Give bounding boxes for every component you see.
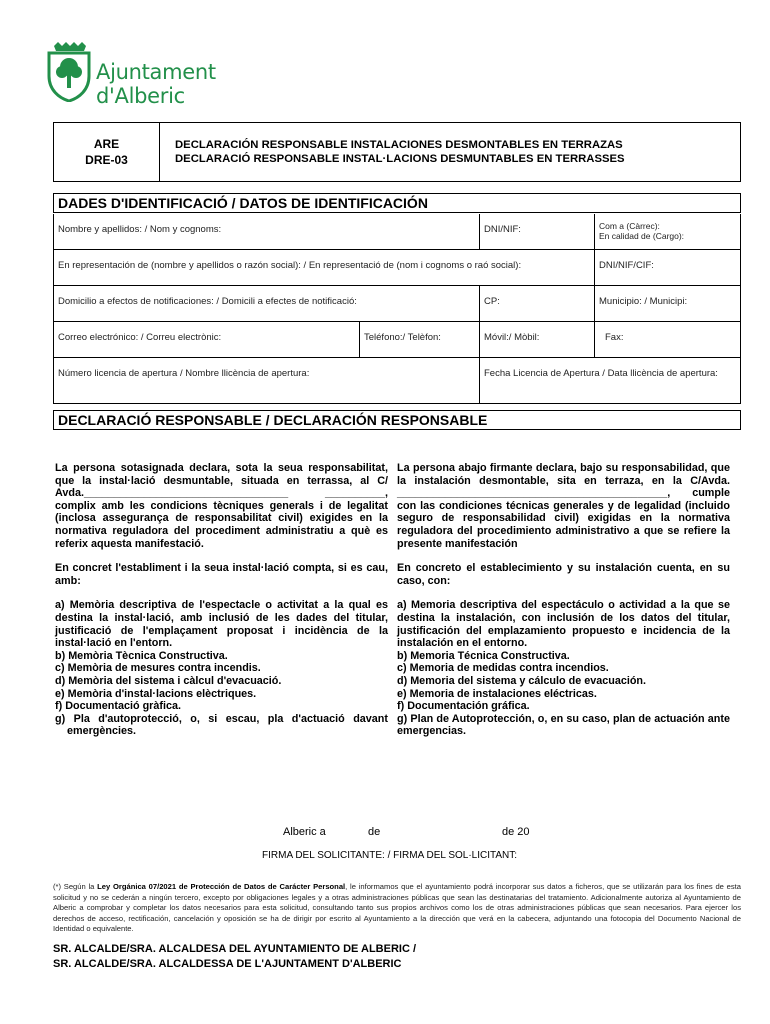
docs-es-intro: En concreto el establecimiento y su instalación cuenta, en su caso, con:	[397, 562, 730, 587]
addressee-line1: SR. ALCALDE/SRA. ALCALDESA DEL AYUNTAMIENTO DE ALBERIC /	[53, 943, 417, 955]
list-item: e) Memòria d'instal·lacions elèctriques.	[55, 687, 257, 700]
list-item: g) Plan de Autoprotección, o, en su caso, plan de actuación ante emergencias.	[397, 712, 730, 738]
org-name: Ajuntament d'Alberic	[96, 60, 216, 108]
coat-of-arms-icon	[46, 42, 92, 102]
list-item: b) Memoria Técnica Constructiva.	[397, 649, 570, 662]
list-item: d) Memoria del sistema y cálculo de evacuación.	[397, 674, 647, 687]
license-number-label: Número licencia de apertura / Nombre llicència de apertura:	[58, 368, 310, 379]
identification-table	[53, 214, 741, 404]
cp-field[interactable]	[479, 286, 594, 321]
declaration-es-intro: La persona abajo firmante declara, bajo su responsabilidad, que la instalación desmontable, sita en terraza, en la C/Avda. _____________________________________________, cumple con las condiciones técnicas generales y de legalidad (incluido seguro de responsabilidad civil) exigidas en la normativa reguladora del procedimiento administrativo a que se refiere la presente manifestación	[397, 462, 730, 550]
form-code-line2: DRE-03	[85, 153, 128, 167]
list-item: c) Memoria de medidas contra incendios.	[397, 662, 609, 675]
dni-label: DNI/NIF:	[484, 224, 521, 235]
signature-label: FIRMA DEL SOLICITANTE: / FIRMA DEL SOL·LICITANT:	[262, 850, 518, 861]
mobile-field[interactable]	[479, 322, 594, 357]
addressee	[53, 942, 416, 972]
declaration-heading: DECLARACIÓ RESPONSABLE / DECLARACIÓN RESPONSABLE	[53, 410, 741, 430]
role-label-ca: Com a (Càrrec):	[599, 221, 660, 231]
form-code	[54, 123, 160, 181]
email-label: Correo electrónico: / Correu electrònic:	[58, 332, 222, 343]
phone-label: Teléfono:/ Telèfon:	[364, 332, 441, 343]
fax-field[interactable]	[594, 322, 740, 357]
license-date-label: Fecha Licencia de Apertura / Data llicència de apertura:	[484, 368, 718, 379]
mobile-label: Móvil:/ Mòbil:	[484, 332, 540, 343]
declaration-es-column	[397, 462, 730, 738]
list-item: b) Memòria Tècnica Constructiva.	[55, 649, 228, 662]
list-item: d) Memòria del sistema i càlcul d'evacuació.	[55, 674, 282, 687]
signature-place: Alberic a	[283, 826, 326, 838]
license-date-field[interactable]	[479, 358, 740, 403]
docs-ca-intro: En concret l'establiment i la seua instal·lació compta, si es cau, amb:	[55, 562, 388, 587]
legal-prefix: (*) Según la	[53, 882, 98, 891]
declaration-ca-intro: La persona sotasignada declara, sota la seua responsabilitat, que la instal·lació desmuntable, situada en terrassa, al C/ Avda.__________________________________ __________, complix amb les condicions tècniques generals i de legalitat (inclosa assegurança de responsabilitat civil) exigides en la normativa reguladora del procediment administratiu a què es referix aquesta manifestació.	[55, 462, 388, 550]
table-row	[54, 250, 740, 286]
name-label: Nombre y apellidos: / Nom y cognoms:	[58, 224, 222, 235]
name-field[interactable]	[54, 214, 479, 249]
legal-law: Ley Orgánica 07/2021 de Protección de Datos de Carácter Personal	[97, 882, 346, 891]
identification-heading: DADES D'IDENTIFICACIÓ / DATOS DE IDENTIFICACIÓN	[53, 193, 741, 213]
cp-label: CP:	[484, 296, 500, 307]
signature-day-de: de	[368, 826, 381, 838]
license-number-field[interactable]	[54, 358, 479, 403]
table-row	[54, 322, 740, 358]
representation-label: En representación de (nombre y apellidos o razón social): / En representació de (nom i cognoms o raó social):	[58, 260, 522, 271]
cif-label: DNI/NIF/CIF:	[599, 260, 654, 271]
list-item: f) Documentación gráfica.	[397, 700, 530, 713]
form-title-es: DECLARACIÓN RESPONSABLE INSTALACIONES DESMONTABLES EN TERRAZAS	[175, 139, 623, 151]
addressee-line2: SR. ALCALDE/SRA. ALCALDESSA DE L'AJUNTAMENT D'ALBERIC	[53, 958, 402, 970]
representation-field[interactable]	[54, 250, 594, 285]
role-field[interactable]	[594, 214, 740, 249]
municipality-label: Municipio: / Municipi:	[599, 296, 688, 307]
list-item: a) Memoria descriptiva del espectáculo o actividad a la que se destina la instalación, con inclusión de los datos del titular, justificación del emplazamiento propuesto e incidencia de la instalación en el entorno.	[397, 599, 730, 650]
municipality-field[interactable]	[594, 286, 740, 321]
role-label-es: En calidad de (Cargo):	[599, 231, 685, 241]
table-row	[54, 214, 740, 250]
email-field[interactable]	[54, 322, 359, 357]
list-item: f) Documentació gràfica.	[55, 700, 181, 713]
list-item: g) Pla d'autoprotecció, o, si escau, pla d'actuació davant emergències.	[55, 712, 388, 738]
form-code-table	[53, 122, 741, 182]
form-title	[160, 123, 740, 181]
dni-field[interactable]	[479, 214, 594, 249]
list-item: c) Memòria de mesures contra incendis.	[55, 662, 261, 675]
signature-year: de 20	[502, 826, 530, 838]
list-item: a) Memòria descriptiva de l'espectacle o activitat a la qual es destina la instal·lació, amb inclusió de les dades del titular, justificació de l'emplaçament proposat i incidència de la instal·lació en l'entorn.	[55, 599, 388, 650]
data-protection-notice	[53, 882, 741, 935]
logo	[46, 42, 286, 108]
table-row	[54, 358, 740, 403]
cif-field[interactable]	[594, 250, 740, 285]
domicile-field[interactable]	[54, 286, 479, 321]
fax-label: Fax:	[605, 332, 624, 343]
legal-text: , le informamos que el ayuntamiento podrá incorporar sus datos a ficheros, que se utilizarán para los fines de esta solicitud y no se cederán a ningún tercero, excepto por obligaciones legales y a otras administraciones públicas que sean las destinatarias del tratamiento. Adicionalmente autoriza al Ayuntamiento de Alberic a comprobar y completar los datos necesarios para esta solicitud, consultando tanto sus propios archivos como los de otras administraciones públicas que sean necesarios. Para ejercer los derechos de acceso, rectificación, cancelación y oposición se ha de dirigir por escrito al Ayuntamiento a la dirección que verá en la cabecera, adjuntando una fotocopia del Documento Nacional de Identidad o equivalente.	[53, 882, 741, 934]
list-item: e) Memoria de instalaciones eléctricas.	[397, 687, 597, 700]
declaration-ca-column	[55, 462, 388, 738]
form-title-ca: DECLARACIÓ RESPONSABLE INSTAL·LACIONS DESMUNTABLES EN TERRASSES	[175, 153, 625, 165]
table-row	[54, 286, 740, 322]
domicile-label: Domicilio a efectos de notificaciones: / Domicili a efectes de notificació:	[58, 296, 357, 307]
phone-field[interactable]	[359, 322, 479, 357]
form-code-line1: ARE	[93, 137, 120, 151]
